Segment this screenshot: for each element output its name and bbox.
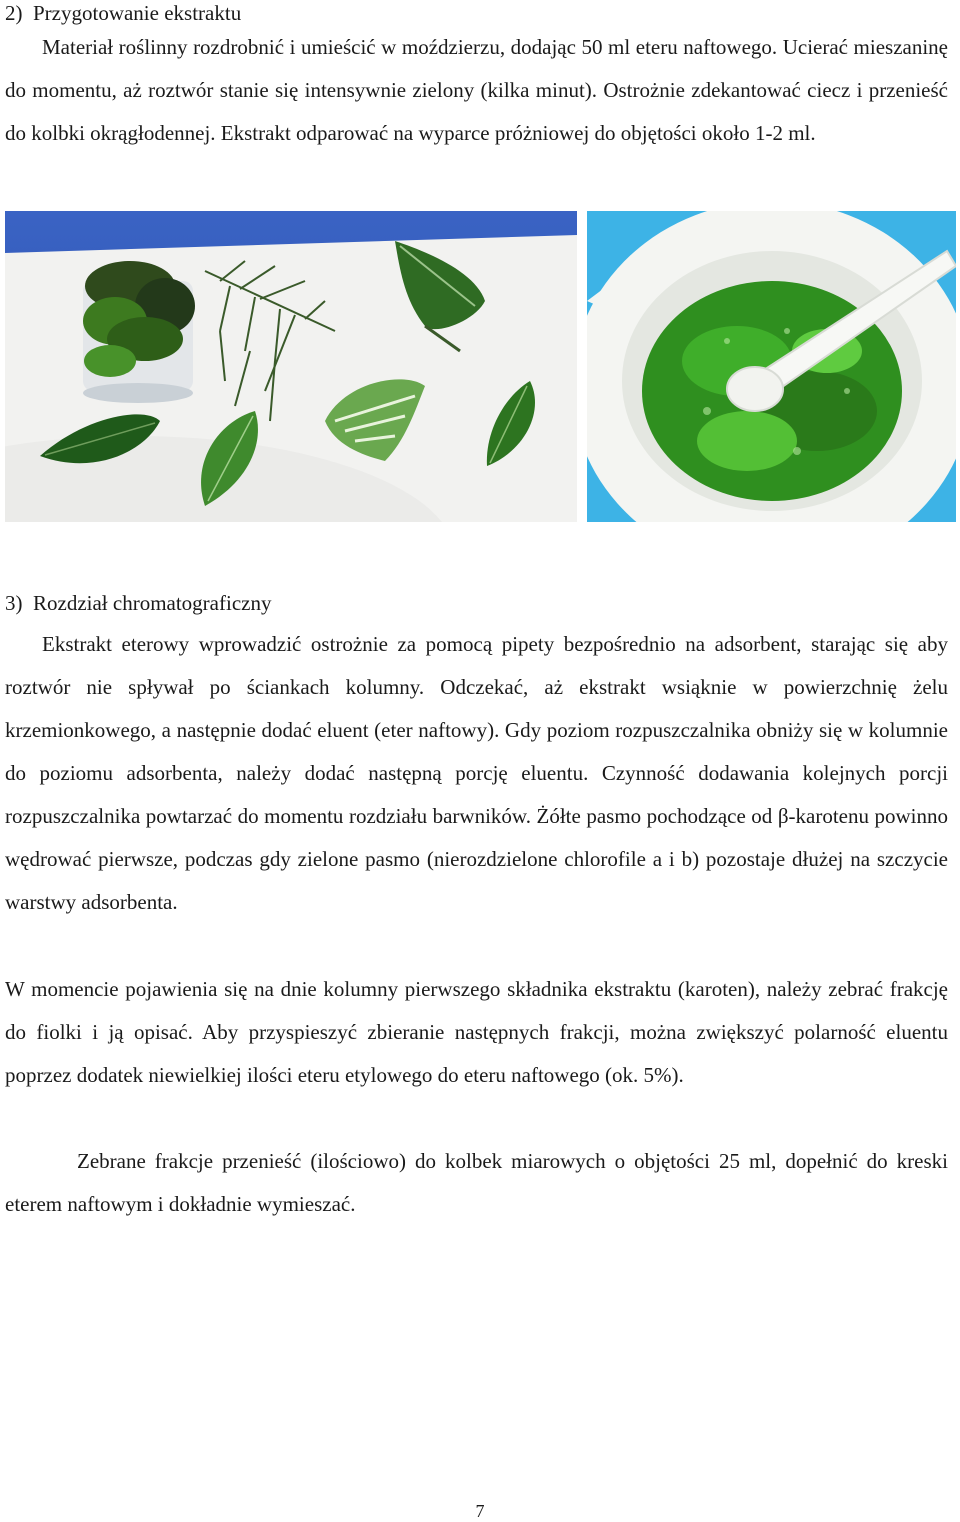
section-2-paragraph: Materiał roślinny rozdrobnić i umieścić w moździerzu, dodając 50 ml eteru naftowego. Ucierać mieszaninę do momentu, aż roztwór stanie się intensywnie zielony (kilka minut). Ostrożnie zdekantować ciecz i przenieść do kolbki okrągłodennej. Ekstrakt odparować na wyparce próżniowej do objętości około 1-2 ml. — [5, 35, 948, 145]
page-number: 7 — [475, 1501, 485, 1521]
section-2-heading: 2) Przygotowanie ekstraktu — [5, 1, 242, 25]
section-3-paragraph-3: Zebrane frakcje przenieść (ilościowo) do kolbek miarowych o objętości 25 ml, dopełnić do kreski eterem naftowym i dokładnie wymieszać. — [5, 1149, 948, 1216]
plant-leaves-image — [5, 211, 577, 522]
plant-leaves-photo — [5, 211, 577, 522]
section-3-heading: 3) Rozdział chromatograficzny — [5, 591, 272, 615]
mortar-pestle-photo — [587, 211, 956, 522]
section-3-paragraph-2: W momencie pojawienia się na dnie kolumny pierwszego składnika ekstraktu (karoten), należy zebrać frakcję do fiolki i ją opisać. Aby przyspieszyć zbieranie następnych frakcji, można zwiększyć polarność eluentu poprzez dodatek niewielkiej ilości eteru etylowego do eteru naftowego (ok. 5%). — [5, 977, 948, 1087]
mortar-pestle-image — [587, 211, 956, 522]
section-3-paragraph-1: Ekstrakt eterowy wprowadzić ostrożnie za pomocą pipety bezpośrednio na adsorbent, starając się aby roztwór nie spływał po ściankach kolumny. Odczekać, aż ekstrakt wsiąknie w powierzchnię żelu krzemionkowego, a następnie dodać eluent (eter naftowy). Gdy poziom rozpuszczalnika obniży się w kolumnie do poziomu adsorbenta, należy dodać następną porcję eluentu. Czynność dodawania kolejnych porcji rozpuszczalnika powtarzać do momentu rozdziału barwników. Żółte pasmo pochodzące od β-karotenu powinno wędrować pierwsze, podczas gdy zielone pasmo (nierozdzielone chlorofile a i b) pozostaje dłużej na szczycie warstwy adsorbenta. — [5, 632, 948, 914]
